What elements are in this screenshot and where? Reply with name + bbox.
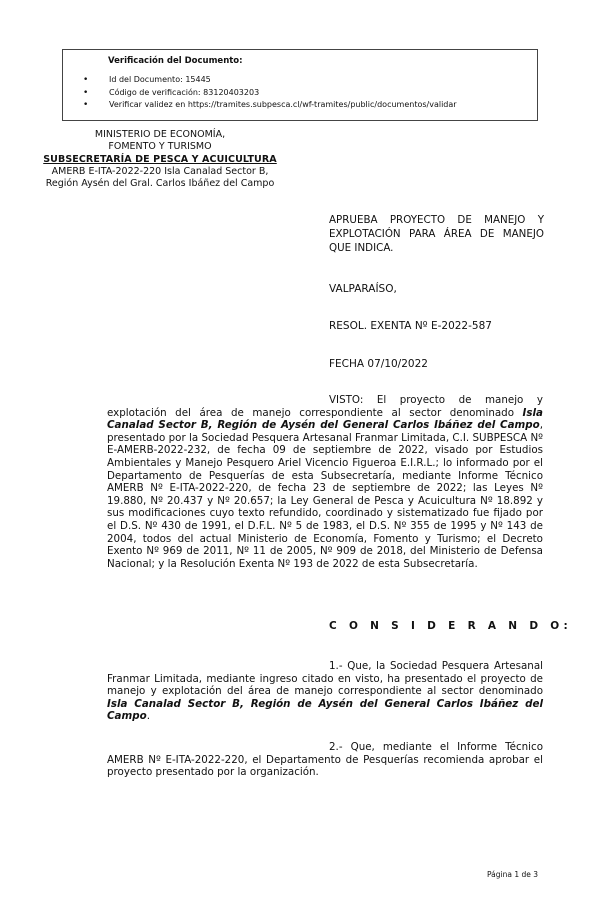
verification-document-id: • Id del Documento: 15445	[83, 74, 457, 87]
verification-url[interactable]: • Verificar validez en https://tramites.subpesca.cl/wf-tramites/public/documentos/validar	[83, 99, 457, 112]
considerando-heading: C O N S I D E R A N D O:	[329, 620, 573, 632]
resolution-number: RESOL. EXENTA Nº E-2022-587	[329, 320, 492, 332]
letterhead	[22, 129, 298, 190]
undersecretariat-name: SUBSECRETARÍA DE PESCA Y ACUICULTURA	[43, 153, 277, 165]
considerando-point-2: 2.- Que, mediante el Informe Técnico AMERB Nº E-ITA-2022-220, el Departamento de Pesquerías recomienda aprobar el proyecto presentado por la organización.	[107, 741, 543, 779]
verification-title: Verificación del Documento:	[108, 56, 243, 66]
visto-label: VISTO:	[329, 394, 364, 406]
visto-paragraph: VISTO: El proyecto de manejo y explotación del área de manejo correspondiente al sector denominado Isla Canalad Sector B, Región de Aysén del General Carlos Ibáñez del Campo, presentado por la Sociedad Pesquera Artesanal Franmar Limitada, C.I. SUBPESCA Nº E-AMERB-2022-232, de fecha 09 de septiembre de 2022, visado por Estudios Ambientales y Manejo Pesquero Ariel Vicencio Figueroa E.I.R.L.; lo informado por el Departamento de Pesquerías de esta Subsecretaría, mediante Informe Técnico AMERB Nº E-ITA-2022-220, de fecha 23 de septiembre de 2022; las Leyes Nº 19.880, Nº 20.437 y Nº 20.657; la Ley General de Pesca y Acuicultura Nº 18.892 y sus modificaciones cuyo texto refundido, coordinado y sistematizado fue fijado por el D.S. Nº 430 de 1991, el D.F.L. Nº 5 de 1983, el D.S. Nº 355 de 1995 y Nº 143 de 2004, todos del actual Ministerio de Economía, Fomento y Turismo; el Decreto Exento Nº 969 de 2011, Nº 11 de 2005, Nº 909 de 2018, del Ministerio de Defensa Nacional; y la Resolución Exenta Nº 193 de 2022 de esta Subsecretaría.	[107, 394, 543, 570]
reference-line-1: AMERB E-ITA-2022-220 Isla Canalad Sector B,	[51, 165, 269, 177]
verification-code: • Código de verificación: 83120403203	[83, 87, 457, 100]
area-name: Isla Canalad Sector B, Región de Aysén del General Carlos Ibáñez del Campo	[107, 406, 543, 432]
area-name: Isla Canalad Sector B, Región de Aysén del General Carlos Ibáñez del Campo	[107, 697, 543, 723]
place: VALPARAÍSO,	[329, 283, 397, 295]
document-title: APRUEBA PROYECTO DE MANEJO Y EXPLOTACIÓN PARA ÁREA DE MANEJO QUE INDICA.	[329, 214, 544, 254]
reference-line-2: Región Aysén del Gral. Carlos Ibáñez del Campo	[45, 178, 275, 190]
verification-box	[62, 49, 538, 121]
considerando-point-1: 1.- Que, la Sociedad Pesquera Artesanal Franmar Limitada, mediante ingreso citado en visto, ha presentado el proyecto de manejo y explotación del área de manejo correspondiente al sector denominado Isla Canalad Sector B, Región de Aysén del General Carlos Ibáñez del Campo.	[107, 660, 543, 723]
ministry-line-1: MINISTERIO DE ECONOMÍA,	[94, 129, 226, 140]
ministry-line-2: FOMENTO Y TURISMO	[108, 141, 212, 153]
verification-list	[83, 74, 457, 112]
resolution-date: FECHA 07/10/2022	[329, 358, 428, 370]
page-number: Página 1 de 3	[487, 870, 539, 879]
